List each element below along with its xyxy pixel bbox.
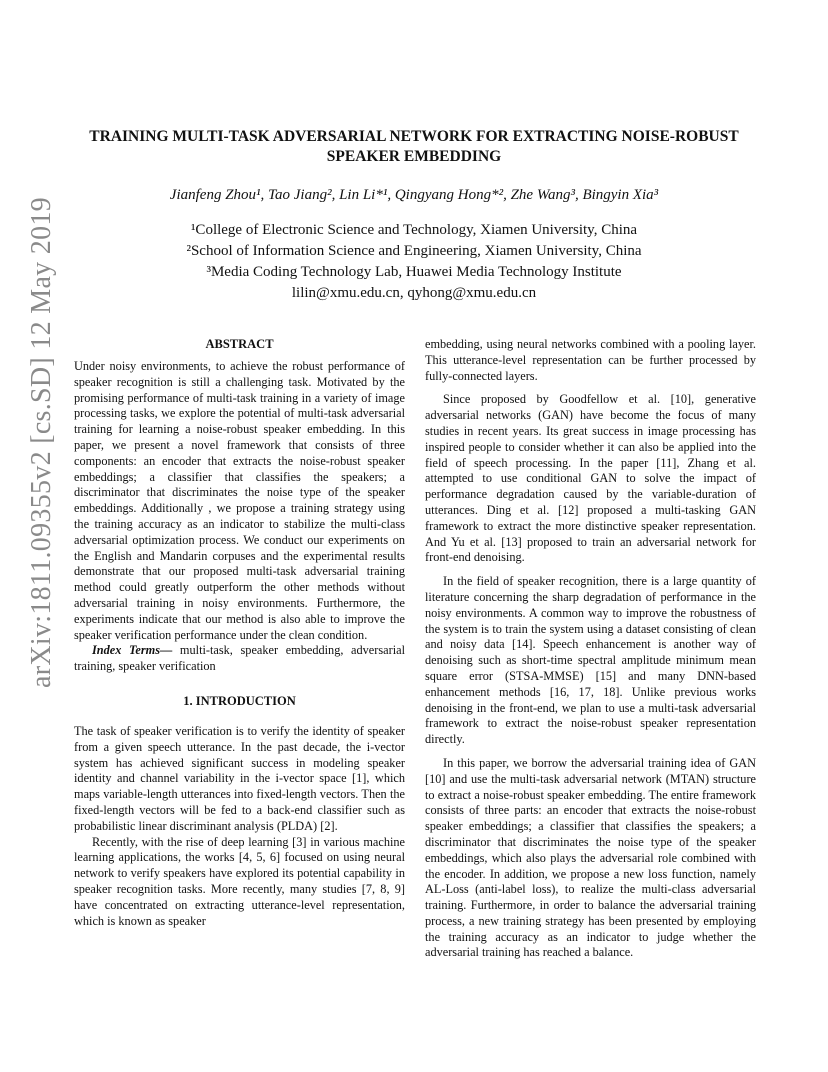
affiliation-2: ²School of Information Science and Engineering, Xiamen University, China <box>186 243 642 259</box>
affiliation-3: ³Media Coding Technology Lab, Huawei Media Technology Institute <box>206 264 622 280</box>
abstract-heading: ABSTRACT <box>205 337 274 351</box>
contact-emails: lilin@xmu.edu.cn, qyhong@xmu.edu.cn <box>291 285 537 301</box>
author-list: Jianfeng Zhou¹, Tao Jiang², Lin Li*¹, Qingyang Hong*², Zhe Wang³, Bingyin Xia³ <box>169 187 659 203</box>
intro-paragraph-2: Recently, with the rise of deep learning [3] in various machine learning applications, the works [4, 5, 6] focused on using neural network to verify speakers have explored its potential capability in speaker recognition tasks. More recently, many studies [7, 8, 9] have concentrated on extracting utterance-level representation, which is known as speaker <box>74 834 405 928</box>
intro-paragraph-1: The task of speaker verification is to verify the identity of speaker from a given speech utterance. In the past decade, the i-vector system has achieved significant success in modeling speaker identity and channel variability in the i-vector space [1], which maps variable-length utterances into fixed-length vectors. Then the fixed-length vectors will be fed to a back-end classifier such as probabilistic linear discriminant analysis (PLDA) [2]. <box>74 723 405 833</box>
left-column <box>74 336 405 929</box>
affiliation-1: ¹College of Electronic Science and Technology, Xiamen University, China <box>190 222 638 238</box>
index-terms-text: multi-task, speaker embedding, adversarial training, speaker verification <box>74 643 405 674</box>
abstract-text: Under noisy environments, to achieve the robust performance of speaker recognition is still a challenging task. Motivated by the promising performance of multi-task training in a variety of image processing tasks, we explore the potential of multi-task adversarial training for learning a noise-robust speaker embedding. In this paper, we present a novel framework that consists of three components: an encoder that extracts the noise-robust speaker embeddings; a classifier that classifies the speakers; a discriminator that discriminates the noise type of the speaker embeddings. Additionally , we propose a training strategy using the training accuracy as an indicator to stabilize the multi-class adversarial optimization process. We conduct our experiments on the English and Mandarin corpuses and the experimental results demonstrate that our proposed multi-task adversarial training method could greatly outperform the other methods without adversarial training in noisy environments. Furthermore, the experiments indicate that our method is also able to improve the speaker verification performance under the clean condition. <box>74 359 405 642</box>
intro-paragraph-4: Since proposed by Goodfellow et al. [10], generative adversarial networks (GAN) have become the focus of many studies in recent years. Its great success in image processing has inspired people to consider whether it can also be applied into the field of speech processing. In the paper [11], Zhang et al. attempted to use conditional GAN to solve the impact of performance degradation caused by the variable-duration of utterances. Ding et al. [12] proposed a multi-tasking GAN framework to extract the more distinctive speaker representation. And Yu et al. [13] proposed to train an adversarial network for front-end denoising. <box>425 392 756 565</box>
paper-title: TRAINING MULTI-TASK ADVERSARIAL NETWORK FOR EXTRACTING NOISE-ROBUST SPEAKER EMBEDDING <box>89 128 739 165</box>
intro-paragraph-3: embedding, using neural networks combined with a pooling layer. This utterance-level representation can be further processed by fully-connected layers. <box>425 337 756 383</box>
index-terms <box>74 643 405 675</box>
arxiv-identifier-stamp: arXiv:1811.09355v2 [cs.SD] 12 May 2019 <box>26 197 57 688</box>
intro-paragraph-6: In this paper, we borrow the adversarial training idea of GAN [10] and use the multi-task adversarial network (MTAN) structure to extract a noise-robust speaker embedding. The entire framework consists of three parts: an encoder that extracts the noise-robust speaker embeddings; a classifier that classifies the speakers; a discriminator that discriminates the noise type of the speaker embeddings, which also plays the adversarial role combined with the encoder. In addition, we propose a new loss function, namely AL-Loss (anti-label loss), to realize the multi-class adversarial training. Furthermore, in order to balance the adversarial training process, a new training strategy has been presented by employing the training accuracy as an indicator to judge whether the adversarial training has reached a balance. <box>425 755 756 960</box>
introduction-heading: 1. INTRODUCTION <box>183 693 296 708</box>
right-column <box>425 337 756 961</box>
affiliations <box>70 220 758 304</box>
index-terms-label: Index Terms— <box>92 643 173 658</box>
intro-paragraph-5: In the field of speaker recognition, there is a large quantity of literature concerning the sharp degradation of performance in the noisy environments. A common way to improve the robustness of the system is to train the system using a dataset consisting of clean and noisy data [14]. Speech enhancement is another way of denoising such as short-time spectral amplitude minimum mean square error (STSA-MMSE) [15] and many DNN-based enhancement methods [16, 17, 18]. Unlike previous works denoising in the front-end, we plan to use a multi-task adversarial framework to extract the noise-robust speaker representation directly. <box>425 574 756 747</box>
